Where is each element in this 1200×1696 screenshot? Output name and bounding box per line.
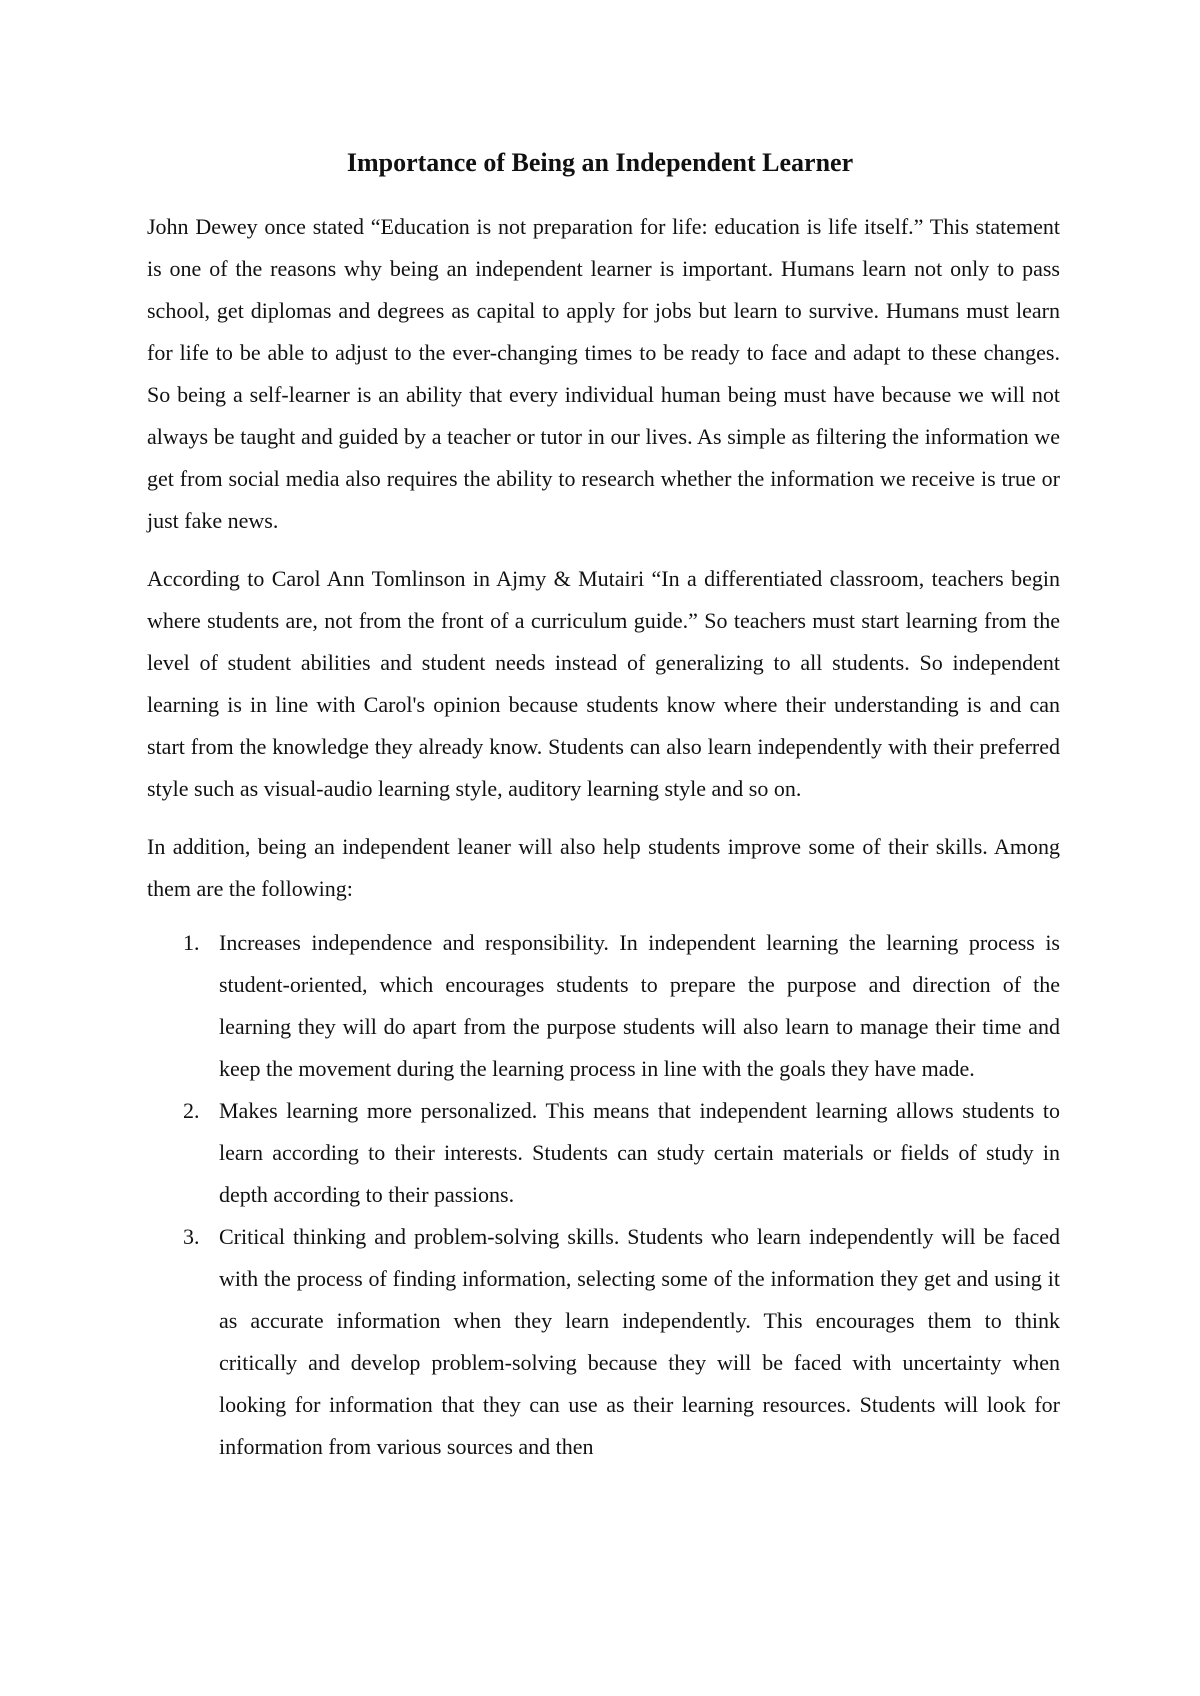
list-item-text: Increases independence and responsibility. In independent learning the learning process is student-oriented, which encourages students to prepare the purpose and direction of the learning they will do apart from the purpose students will also learn to manage their time and keep the movement during the learning process in line with the goals they have made. [219,930,1060,1081]
document-body [147,206,1060,1468]
paragraph-skills-intro: In addition, being an independent leaner will also help students improve some of their skills. Among them are the following: [147,834,1060,901]
paragraph-intro: John Dewey once stated “Education is not preparation for life: education is life itself.” This statement is one of the reasons why being an independent learner is important. Humans learn not only to pass school, get diplomas and degrees as capital to apply for jobs but learn to survive. Humans must learn for life to be able to adjust to the ever-changing times to be ready to face and adapt to these changes. So being a self-learner is an ability that every individual human being must have because we will not always be taught and guided by a teacher or tutor in our lives. As simple as filtering the information we get from social media also requires the ability to research whether the information we receive is true or just fake news. [147,214,1060,533]
list-item-number: 3. [183,1224,200,1249]
list-item [147,1216,1060,1468]
list-item-number: 2. [183,1098,200,1123]
list-item [147,922,1060,1090]
list-item-number: 1. [183,930,200,955]
list-item-text: Makes learning more personalized. This means that independent learning allows students to learn according to their interests. Students can study certain materials or fields of study in depth according to their passions. [219,1098,1060,1207]
list-item [147,1090,1060,1216]
list-item-text: Critical thinking and problem-solving skills. Students who learn independently will be faced with the process of finding information, selecting some of the information they get and using it as accurate information when they learn independently. This encourages them to think critically and develop problem-solving because they will be faced with uncertainty when looking for information that they can use as their learning resources. Students will look for information from various sources and then [219,1224,1060,1459]
document-title: Importance of Being an Independent Learner [346,148,854,177]
skills-list [147,922,1060,1468]
paragraph-tomlinson: According to Carol Ann Tomlinson in Ajmy & Mutairi “In a differentiated classroom, teachers begin where students are, not from the front of a curriculum guide.” So teachers must start learning from the level of student abilities and student needs instead of generalizing to all students. So independent learning is in line with Carol's opinion because students know where their understanding is and can start from the knowledge they already know. Students can also learn independently with their preferred style such as visual-audio learning style, auditory learning style and so on. [147,566,1060,801]
